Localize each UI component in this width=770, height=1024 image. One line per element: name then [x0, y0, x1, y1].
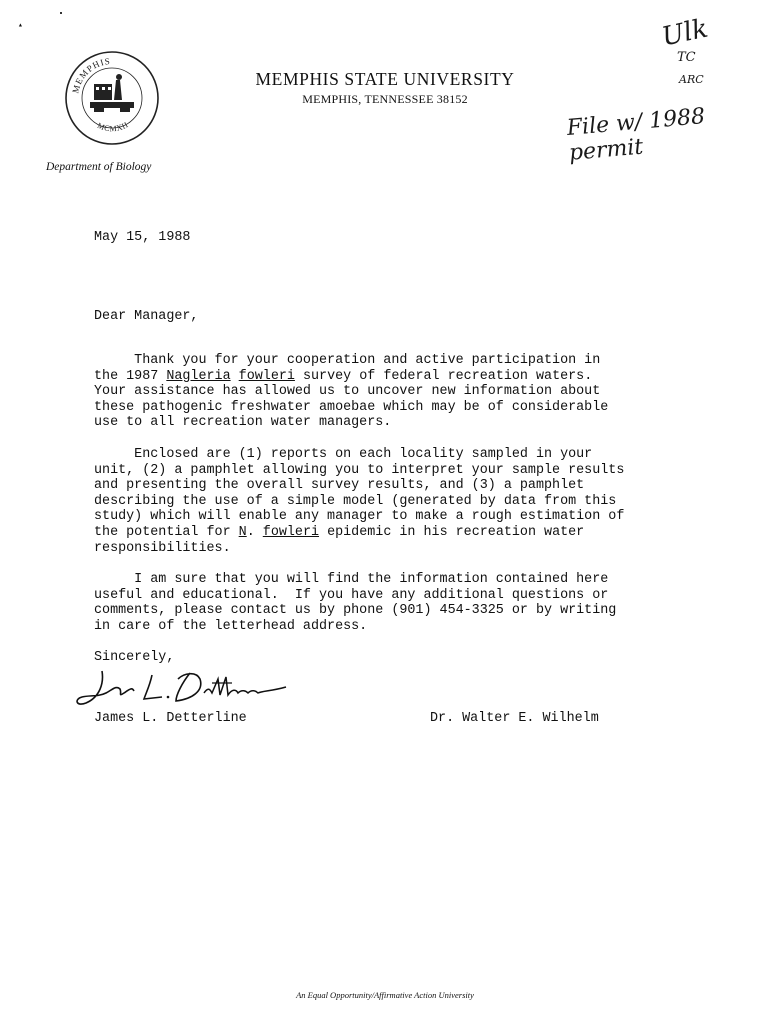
- signatory-name-1: James L. Detterline: [94, 711, 247, 726]
- paragraph-line: unit, (2) a pamphlet allowing you to interpret your sample results: [94, 462, 625, 478]
- letter-closing: Sincerely,: [94, 650, 175, 665]
- paragraph-line: in care of the letterhead address.: [94, 618, 368, 634]
- paragraph-1: [94, 353, 714, 431]
- handwritten-file-note: File w/ 1988 permit: [565, 104, 707, 166]
- paragraph-line: Thank you for your cooperation and active participation in: [94, 353, 601, 368]
- paragraph-line: these pathogenic freshwater amoebae which may be of considerable: [94, 399, 609, 415]
- species-name: fowleri: [262, 524, 320, 540]
- paragraph-3: [94, 572, 714, 634]
- paragraph-line: I am sure that you will find the information contained here: [94, 572, 609, 587]
- footer-statement: An Equal Opportunity/Affirmative Action University: [296, 990, 474, 1000]
- handwritten-initials: Ulk: [659, 13, 711, 53]
- paragraph-line: and presenting the overall survey results, and (3) a pamphlet: [94, 478, 585, 494]
- scan-dot: [60, 12, 62, 14]
- paragraph-line: study) which will enable any manager to make a rough estimation of: [94, 509, 625, 525]
- paragraph-line: responsibilities.: [94, 540, 231, 556]
- handwritten-note-tc: TC: [677, 50, 696, 65]
- paragraph-2: [94, 447, 714, 556]
- letter-date: May 15, 1988: [94, 230, 191, 245]
- paragraph-line: comments, please contact us by phone (901) 454-3325 or by writing: [94, 603, 617, 619]
- svg-text:MEMPHIS: MEMPHIS: [70, 55, 112, 95]
- signatory-name-2: Dr. Walter E. Wilhelm: [430, 711, 599, 726]
- svg-text:MCMXII: MCMXII: [95, 120, 130, 134]
- university-name: MEMPHIS STATE UNIVERSITY: [255, 69, 515, 89]
- paragraph-line: useful and educational. If you have any additional questions or: [94, 587, 609, 603]
- scan-speck: ▴: [18, 21, 23, 30]
- handwritten-signature: [72, 663, 292, 713]
- genus-initial: N: [238, 524, 247, 540]
- paragraph-line: use to all recreation water managers.: [94, 415, 392, 431]
- species-name: fowleri: [238, 368, 295, 384]
- paragraph-line: Your assistance has allowed us to uncover new information about: [94, 384, 601, 400]
- university-address: MEMPHIS, TENNESSEE 38152: [302, 92, 468, 106]
- paragraph-line: the 1987 Nagleria fowleri survey of federal recreation waters.: [94, 368, 593, 384]
- department-name: Department of Biology: [46, 161, 152, 173]
- genus-name: Nagleria: [166, 368, 231, 384]
- handwritten-note-arc: ARC: [679, 73, 704, 86]
- paragraph-line: the potential for N. fowleri epidemic in his recreation water: [94, 524, 585, 540]
- letter-salutation: Dear Manager,: [94, 309, 199, 324]
- paragraph-line: describing the use of a simple model (generated by data from this: [94, 493, 617, 509]
- paragraph-line: Enclosed are (1) reports on each locality sampled in your: [94, 447, 593, 462]
- university-seal-icon: [64, 50, 160, 146]
